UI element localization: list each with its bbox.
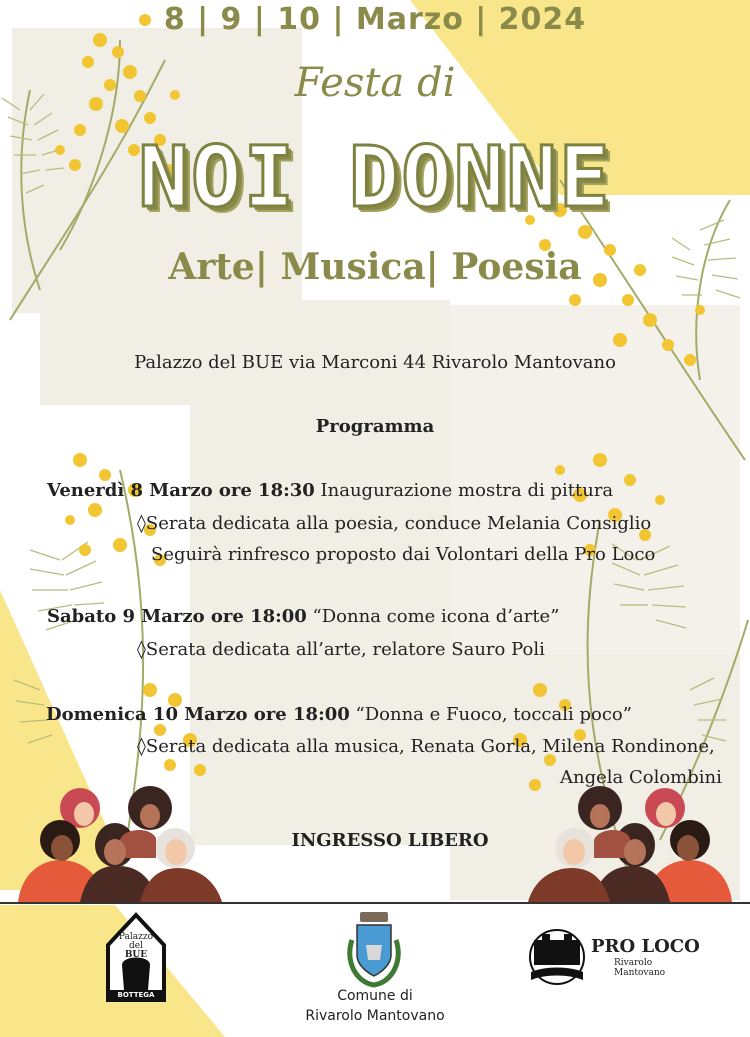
event-1-detail: ◊Serata dedicata alla poesia, conduce Melania Consiglio xyxy=(137,513,652,534)
pro-loco-name: PRO LOCO xyxy=(591,936,700,957)
pro-loco-sub1: Rivarolo xyxy=(614,958,653,968)
pro-loco-sub2: Mantovano xyxy=(614,968,666,978)
festa-label: Festa di xyxy=(294,60,456,106)
programma-heading: Programma xyxy=(315,416,435,437)
footer-divider xyxy=(0,902,750,904)
free-entry-note: INGRESSO LIBERO xyxy=(291,830,489,851)
event-2-line xyxy=(47,606,559,627)
pro-loco-subtitle xyxy=(614,958,665,978)
event-2-title: “Donna come icona d’arte” xyxy=(312,606,560,627)
palazzo-logo-line1: Palazzo xyxy=(118,932,154,942)
venue-address: Palazzo del BUE via Marconi 44 Rivarolo Mantovano xyxy=(134,352,616,373)
event-title: NOI DONNE xyxy=(138,128,612,226)
event-3-title: “Donna e Fuoco, toccali poco” xyxy=(355,704,632,725)
event-3-detail-2: Angela Colombini xyxy=(560,767,722,788)
palazzo-logo-line2: del xyxy=(129,941,143,951)
palazzo-logo-text xyxy=(112,933,160,960)
pro-loco-emblem xyxy=(530,930,584,984)
comune-line1: Comune di xyxy=(337,988,413,1004)
event-2-date: Sabato 9 Marzo ore 18:00 xyxy=(47,606,307,627)
event-1-title: Inaugurazione mostra di pittura xyxy=(320,480,614,501)
event-1-detail-2: Seguirà rinfresco proposto dai Volontari della Pro Loco xyxy=(151,544,656,565)
comune-crest xyxy=(350,912,398,985)
event-1-line xyxy=(47,480,613,501)
event-dates: 8 | 9 | 10 | Marzo | 2024 xyxy=(163,2,587,37)
event-3-line xyxy=(46,704,632,725)
event-1-date: Venerdì 8 Marzo ore 18:30 xyxy=(47,480,315,501)
palazzo-logo-bottega: BOTTEGA xyxy=(117,991,155,999)
comune-line2: Rivarolo Mantovano xyxy=(305,1008,445,1024)
event-3-detail: ◊Serata dedicata alla musica, Renata Gorla, Milena Rondinone, xyxy=(137,736,715,757)
palazzo-logo-line3: BUE xyxy=(124,950,148,960)
event-2-detail: ◊Serata dedicata all’arte, relatore Sauro Poli xyxy=(137,639,545,660)
event-subtitle: Arte| Musica| Poesia xyxy=(168,246,582,288)
event-3-date: Domenica 10 Marzo ore 18:00 xyxy=(46,704,350,725)
beige-panel-center xyxy=(190,300,450,845)
comune-label xyxy=(300,986,450,1026)
